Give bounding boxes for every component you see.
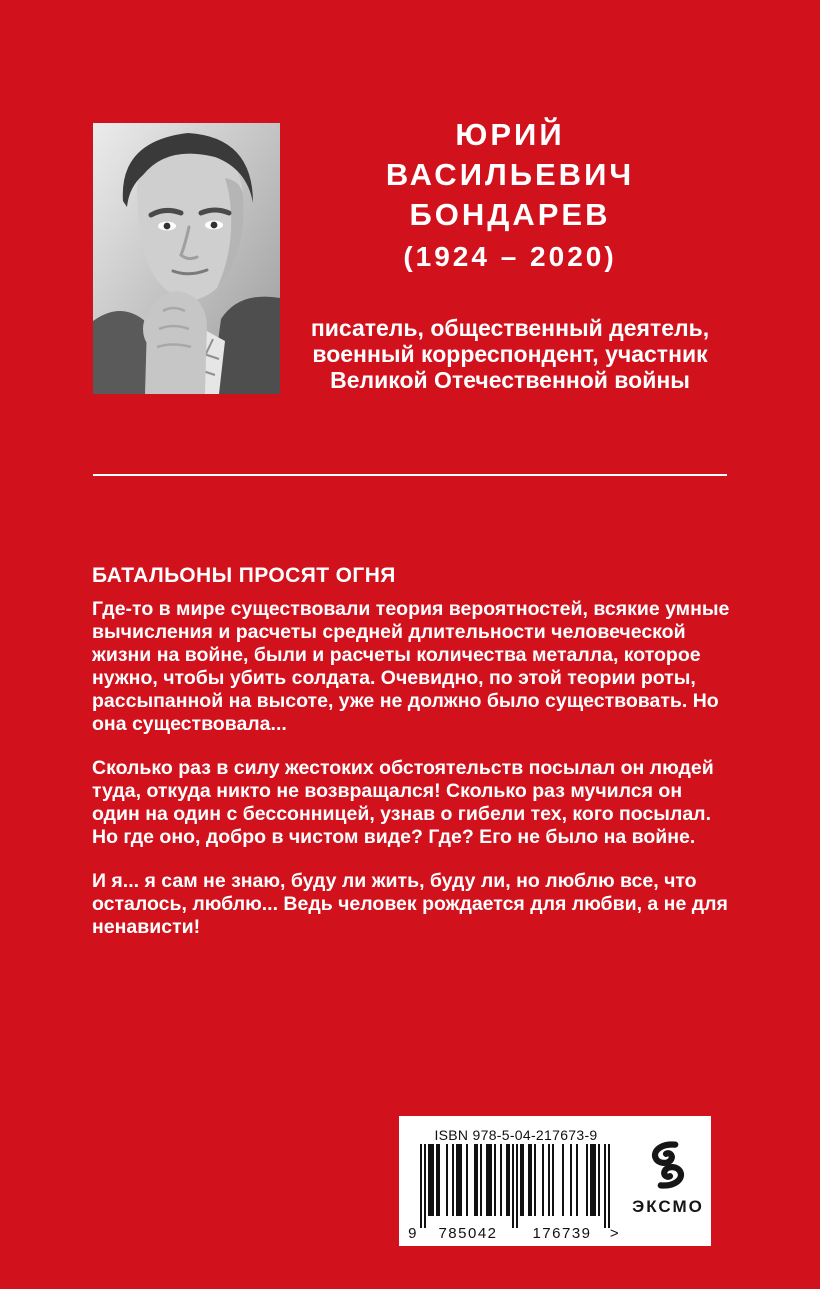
- author-photo-image: [93, 123, 280, 394]
- book-title-heading: БАТАЛЬОНЫ ПРОСЯТ ОГНЯ: [92, 564, 396, 587]
- annotation-paragraph-3: И я... я сам не знаю, буду ли жить, буду ли, но люблю все, что осталось, люблю... Ведь человек рождается для любви, а не для ненависти!: [92, 870, 728, 938]
- author-subtitle-line-2: военный корреспондент, участник: [312, 341, 708, 367]
- author-name-line-3: БОНДАРЕВ: [409, 197, 611, 232]
- ean13-barcode: [407, 1144, 623, 1240]
- barcode-plate: [399, 1116, 711, 1246]
- barcode-bars: [420, 1144, 610, 1228]
- author-years: (1924 – 2020): [403, 241, 617, 272]
- divider-rule: [93, 474, 727, 476]
- author-subtitle-line-1: писатель, общественный деятель,: [310, 315, 710, 341]
- eksmo-logo-icon: [645, 1140, 691, 1190]
- author-block: [295, 115, 725, 393]
- author-subtitle: [295, 315, 725, 393]
- annotation-paragraph-2: Сколько раз в силу жестоких обстоятельств посылал он людей туда, откуда никто не возвращался! Сколько раз мучился он один на один с бессонницей, узнав о гибели тех, кого посылал. Но где оно, добро в чистом виде? Где? Его не было на войне.: [92, 757, 714, 848]
- author-subtitle-line-3: Великой Отечественной войны: [330, 367, 690, 393]
- barcode-digit-left: 785042: [438, 1225, 498, 1240]
- author-name-line-1: ЮРИЙ: [455, 117, 565, 152]
- author-name: [295, 115, 725, 235]
- publisher-name: ЭКСМО: [632, 1197, 704, 1216]
- author-name-line-2: ВАСИЛЬЕВИЧ: [385, 157, 635, 192]
- annotation-block: [92, 564, 732, 939]
- annotation-paragraph-1: Где-то в мире существовали теория вероятностей, всякие умные вычисления и расчеты средней длительности человеческой жизни на войне, были и расчеты количества металла, которое нужно, чтобы убить солдата. Очевидно, по этой теории роты, рассыпанной на высоте, уже не должно было существовать. Но она существовала...: [92, 598, 730, 735]
- author-photo: [93, 123, 280, 394]
- barcode-digit-right: 176739: [532, 1225, 592, 1240]
- publisher-logo-area: [625, 1116, 711, 1217]
- barcode-digit-gt: >: [609, 1225, 621, 1240]
- barcode-digit-lead: 9: [408, 1225, 418, 1240]
- isbn-label: ISBN 978-5-04-217673-9: [434, 1127, 598, 1143]
- barcode-area: [407, 1116, 625, 1240]
